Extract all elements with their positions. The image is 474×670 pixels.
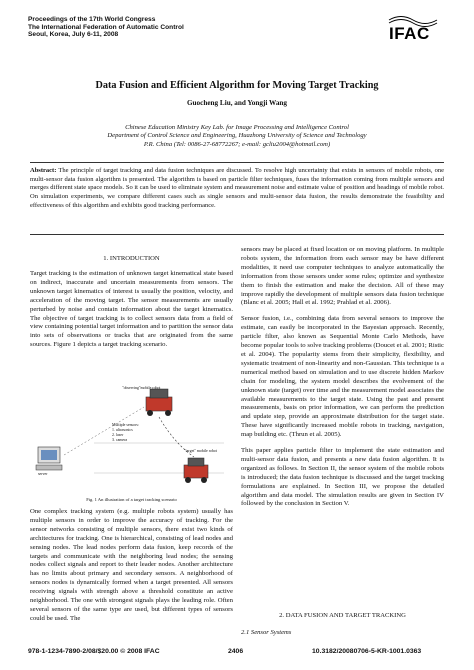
label-multiple-sensors — [112, 423, 139, 443]
left-column-bottom — [30, 508, 233, 631]
affiliation-line-3: P.R. China (Tel: 0086-27-68772267; e-mail: gcliu2004@hotmail.com) — [143, 140, 331, 148]
right-paragraph-3: This paper applies particle filter to implement the state estimation and multi-sensor data fusion, and presents a new data fusion algorithm. It is organized as follows. In Section II, the sensor system of the mobile robots is introduced; the data fusion technique is discussed and the target tracking formulations are explained. In Section III, we propose the detailed algorithm and data model. The simulation results are given in Section IV followed by the conclusion in Section V. — [241, 447, 444, 508]
header-line-1: Proceedings of the 17th World Congress — [28, 16, 156, 23]
figure-1-caption: Fig. 1 An illustration of a target tracking scenario — [86, 497, 177, 502]
figure-1 — [34, 383, 230, 493]
intro-paragraph-1: Target tracking is the estimation of unknown target kinematical state based on indirect, inaccurate and uncertain measurements from sensors. The unknown target kinematics of interest is usually the position, velocity, and acceleration of the moving target. The sensor measurements are usually perturbed by noise and contain information about the target kinematics. The objective of target tracking is to collect sensors data from a field of view containing potential target information and to partition the sensor data into sets of observations or tracks that are originated from the same sources. Figure 1 depicts a target tracking scenario. — [30, 270, 233, 349]
section-2-heading: 2. DATA FUSION AND TARGET TRACKING — [279, 612, 406, 619]
observing-robot-icon — [146, 389, 172, 416]
ifac-logo-text: IFAC — [389, 24, 430, 43]
abstract-bottom-rule — [30, 234, 444, 235]
right-paragraph-2: Sensor fusion, i.e., combining data from several sensors to improve the estimate, can easily be incorporated in the Bayesian approach. Recently, particle filter, also known as Sequential Monte Carlo Methods, have become popular tools to solve tracking problems (Doucet et al. 2001; Ristic et al. 2004). The popularity stems from their simplicity, flexibility, and systematic treatment of non-linearity and non-Gaussian. This technique is a numerical method based on simulation and to use discrete hidden Markov chain for modeling, the system model describes the evolvement of the unknown state (target) over time and the measurement model associates the available measurements to the target state. Using the past and present measurements, basis on prior information, we can perform the prediction and update step, provide an approximate distribution for the target state. These have significantly increased mobile robots in tracking, navigation, map building etc. (Thrun et al. 2005). — [241, 315, 444, 439]
right-column — [241, 246, 444, 516]
affiliation-line-1: Chinese Education Ministry Key Lab. for Image Processing and Intelligence Control — [125, 124, 349, 131]
sensors-item-3: 3. camera — [112, 438, 128, 442]
ifac-logo — [383, 12, 445, 48]
intro-paragraph-2: One complex tracking system (e.g. multiple robots system) usually has multiple sensors in order to improve the accuracy of tracking. For the sensor networks consisting of multiple sensors, there exist two kinds of architectures for tracking. One is hierarchical, consisting of lead nodes and sensing nodes. The lead nodes perform data fusion, keep records of the targets and communicate with the neighboring lead nodes; the sensing nodes collect signals and report to their leader nodes. Another architecture has no limits about primary and secondary sensors. A neighborhood of sensors nodes is dynamically formed when a target presented. All sensors receiving signals with strength above a threshold constitute an active neighborhood. The one with strongest signals plays the leading role. Often several sensors of the same type are used, but different types of sensors could be used. The — [30, 508, 233, 622]
label-target-robot: "target" mobile robot — [184, 449, 217, 453]
sensors-item-1: 1. ultrasonics — [112, 428, 133, 432]
server-computer-icon — [36, 447, 62, 470]
abstract-label: Abstract: — [30, 167, 57, 174]
left-column-top — [30, 270, 233, 357]
label-server: server — [38, 472, 48, 476]
paper-authors: Guocheng Liu, and Yongji Wang — [186, 99, 288, 107]
sensors-item-2: 2. laser — [112, 433, 124, 437]
sensors-title: Multiple sensors: — [112, 423, 139, 427]
affiliation-line-2: Department of Control Science and Engineering, Huazhong University of Science and Technology — [107, 132, 367, 140]
header-line-3: Seoul, Korea, July 6-11, 2008 — [28, 31, 119, 39]
abstract-top-rule — [30, 162, 444, 163]
label-observing-robot: "observing"mobile robot — [122, 386, 161, 390]
proceedings-header — [28, 16, 184, 39]
paper-title: Data Fusion and Efficient Algorithm for Moving Target Tracking — [95, 80, 379, 91]
subsection-2-1-heading: 2.1 Sensor Systems — [241, 629, 292, 636]
footer-isbn: 978-1-1234-7890-2/08/$20.00 © 2008 IFAC — [28, 648, 160, 655]
footer-page-number: 2406 — [228, 648, 244, 655]
footer-doi: 10.3182/20080706-5-KR-1001.0363 — [312, 648, 422, 655]
right-paragraph-1: sensors may be placed at fixed location or on moving platform. In multiple robots system, the information from each sensor may be have different modalities, it need use computer techniques to analyze automatically the information from those sensors under some rules; optimize and synthesize them to finish the estimation and make the decision. All of these may improve rapidly the development of multiple sensors data fusion technique (Blanc et al. 2005; Hall et al. 1992; Prahlad et al. 2006). — [241, 246, 444, 307]
target-robot-icon — [184, 458, 208, 483]
abstract — [30, 167, 444, 211]
author-affiliation — [0, 124, 474, 149]
section-1-heading: 1. INTRODUCTION — [103, 255, 160, 262]
header-line-2: The International Federation of Automatic Control — [28, 23, 184, 31]
abstract-text: The principle of target tracking and data fusion techniques are discussed. To resolve high uncertainty that exists in sensors of mobile robots, one multi-sensor data fusion algorithm is presented. The algorithm is based on particle filter techniques, fuses the information coming from multiple sensors and merges different state space models. So it can be used to eliminate system and measurement noise and estimate value of position and headings of mobile robot. On simulation experiments, we compare different cases such as single sensors and multi-sensor data fusion, the results demonstrate the feasibility and effectiveness of this algorithm and exhibits good tracking performance. — [30, 167, 445, 209]
